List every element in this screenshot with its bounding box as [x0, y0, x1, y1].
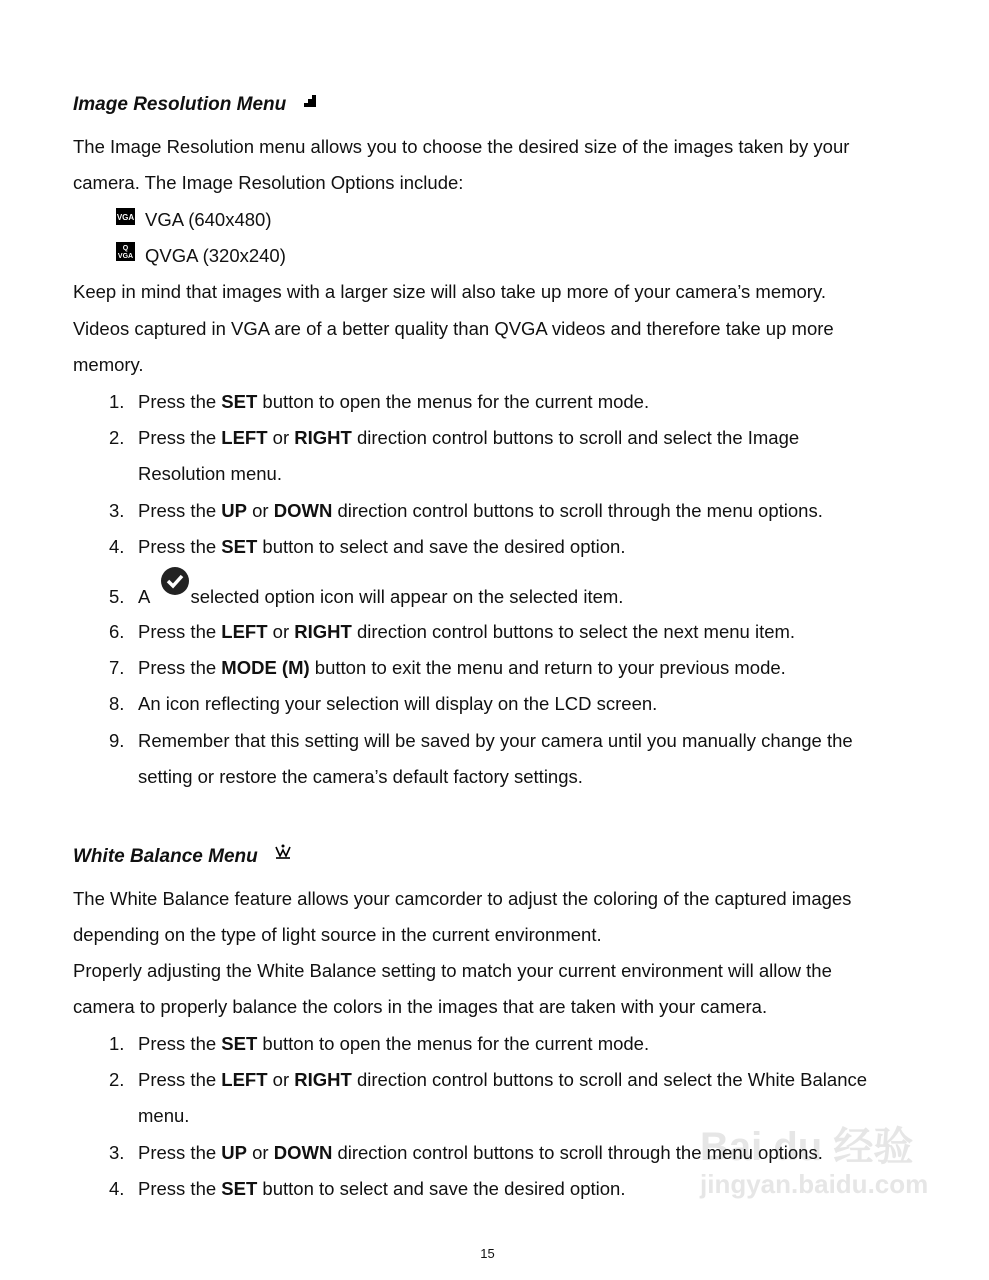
text-segment: direction control buttons to select the next menu item.	[351, 621, 796, 642]
text-segment: or	[267, 427, 295, 448]
button-name: LEFT	[221, 621, 268, 642]
text-segment: button to select and save the desired option.	[257, 1178, 626, 1199]
button-name: DOWN	[273, 500, 333, 521]
text-segment: or	[247, 500, 274, 521]
step-number: 4.	[109, 1178, 125, 1199]
text-segment: An icon reflecting your selection will display on the LCD screen.	[138, 693, 658, 714]
step-number: 4.	[109, 536, 125, 557]
text-segment: Resolution menu.	[138, 463, 282, 484]
paragraph-line: Properly adjusting the White Balance setting to match your current environment will allow the	[73, 960, 832, 981]
text-segment: Press the	[138, 536, 222, 557]
svg-text:Q: Q	[122, 245, 129, 253]
text-segment: Press the	[138, 427, 222, 448]
step-text	[138, 614, 795, 650]
text-segment: menu.	[138, 1105, 190, 1126]
text-segment: or	[247, 1142, 274, 1163]
step-text	[138, 1098, 189, 1134]
resolution-option	[116, 238, 286, 274]
button-name: UP	[221, 1142, 247, 1163]
paragraph-line: camera to properly balance the colors in the images that are taken with your camera.	[73, 996, 768, 1017]
text-segment: button to open the menus for the current mode.	[257, 1033, 650, 1054]
paragraph-line: Keep in mind that images with a larger size will also take up more of your camera’s memory.	[73, 281, 826, 302]
step-text	[138, 1026, 649, 1062]
text-segment: or	[267, 621, 295, 642]
text-segment: Press the	[138, 657, 222, 678]
text-segment: selected option icon will appear on the selected item.	[190, 586, 624, 607]
text-segment: setting or restore the camera’s default factory settings.	[138, 766, 583, 787]
button-name: DOWN	[273, 1142, 333, 1163]
paragraph-line: The Image Resolution menu allows you to choose the desired size of the images taken by your	[73, 136, 850, 157]
image-resolution-icon	[302, 85, 318, 121]
paragraph-line: Videos captured in VGA are of a better quality than QVGA videos and therefore take up more	[73, 318, 834, 339]
step-text	[138, 420, 799, 456]
text-segment: Press the	[138, 1033, 222, 1054]
option-label: QVGA (320x240)	[145, 245, 286, 266]
option-label: VGA (640x480)	[145, 209, 272, 230]
step-text	[138, 456, 282, 492]
text-segment: direction control buttons to scroll and select the Image	[351, 427, 800, 448]
paragraph-line: depending on the type of light source in the current environment.	[73, 924, 602, 945]
button-name: SET	[221, 1178, 258, 1199]
button-name: SET	[221, 1033, 258, 1054]
heading-text: White Balance Menu	[73, 846, 258, 867]
step-text	[138, 493, 823, 529]
watermark: Bai du 经验 jingyan.baidu.com	[700, 1125, 929, 1199]
text-segment: Remember that this setting will be saved by your camera until you manually change the	[138, 730, 853, 751]
button-name: RIGHT	[294, 621, 352, 642]
section-heading	[73, 839, 292, 875]
step-number: 9.	[109, 730, 125, 751]
button-name: LEFT	[221, 1069, 268, 1090]
step-text	[138, 759, 583, 795]
text-segment: Press the	[138, 1142, 222, 1163]
paragraph-line: The White Balance feature allows your camcorder to adjust the coloring of the captured images	[73, 888, 852, 909]
vga-icon	[116, 201, 135, 237]
step-text	[138, 1171, 625, 1207]
paragraph-line: camera. The Image Resolution Options include:	[73, 172, 464, 193]
step-text	[138, 1135, 823, 1171]
text-segment: direction control buttons to scroll through the menu options.	[332, 1142, 823, 1163]
text-segment: Press the	[138, 1069, 222, 1090]
step-text	[138, 686, 657, 722]
step-number: 2.	[109, 1069, 125, 1090]
white-balance-icon	[274, 837, 292, 873]
paragraph-line: memory.	[73, 354, 144, 375]
text-segment: button to open the menus for the current mode.	[257, 391, 650, 412]
text-segment: Press the	[138, 621, 222, 642]
button-name: MODE (M)	[221, 657, 310, 678]
step-number: 1.	[109, 391, 125, 412]
qvga-icon	[116, 237, 135, 273]
text-segment: button to exit the menu and return to your previous mode.	[309, 657, 786, 678]
button-name: RIGHT	[294, 1069, 352, 1090]
step-text	[138, 1062, 867, 1098]
step-number: 6.	[109, 621, 125, 642]
button-name: RIGHT	[294, 427, 352, 448]
text-segment: direction control buttons to scroll through the menu options.	[332, 500, 823, 521]
page-number: 15	[480, 1246, 495, 1261]
text-segment: Press the	[138, 500, 222, 521]
text-segment: button to select and save the desired option.	[257, 536, 626, 557]
step-number: 2.	[109, 427, 125, 448]
button-name: SET	[221, 536, 258, 557]
text-segment: Press the	[138, 391, 222, 412]
step-number: 7.	[109, 657, 125, 678]
step-number: 5.	[109, 586, 125, 607]
svg-text:VGA: VGA	[116, 213, 135, 223]
heading-text: Image Resolution Menu	[73, 94, 287, 115]
button-name: LEFT	[221, 427, 268, 448]
resolution-option	[116, 202, 272, 238]
check-icon	[160, 566, 190, 608]
step-number: 1.	[109, 1033, 125, 1054]
step-number: 3.	[109, 500, 125, 521]
svg-text:VGA: VGA	[117, 253, 134, 261]
button-name: SET	[221, 391, 258, 412]
text-segment: Press the	[138, 1178, 222, 1199]
step-number: 8.	[109, 693, 125, 714]
section-heading	[73, 87, 318, 123]
button-name: UP	[221, 500, 247, 521]
step-text	[138, 723, 853, 759]
text-segment: direction control buttons to scroll and select the White Balance	[351, 1069, 868, 1090]
step-number: 3.	[109, 1142, 125, 1163]
step-text	[138, 650, 786, 686]
step-text	[138, 384, 649, 420]
step-text	[138, 579, 623, 615]
text-segment: A	[138, 586, 155, 607]
step-text	[138, 529, 625, 565]
text-segment: or	[267, 1069, 295, 1090]
